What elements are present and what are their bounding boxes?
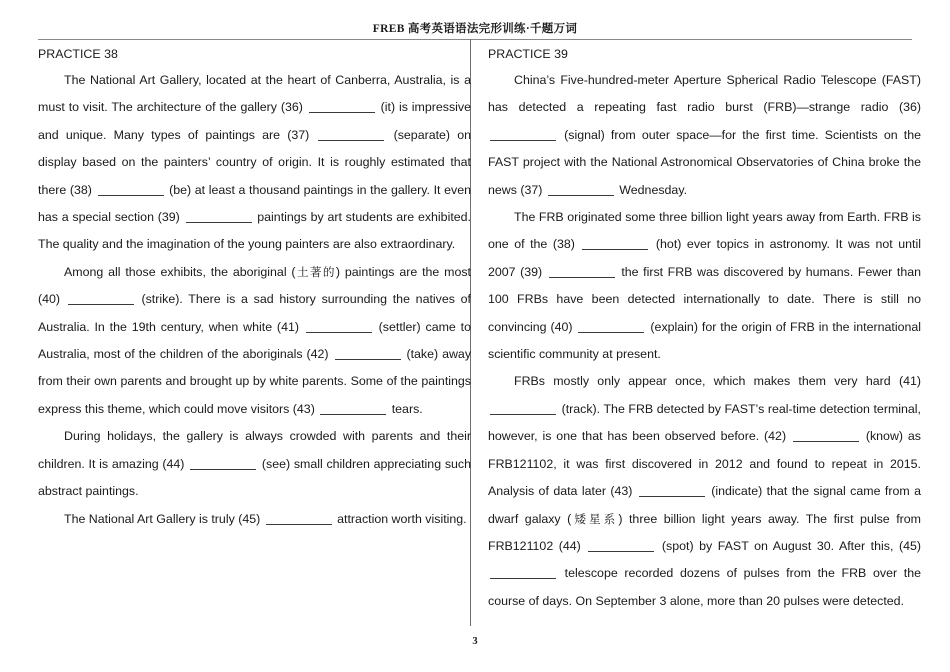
paragraph: The FRB originated some three billion light years away from Earth. FRB is one of the (38) (hot) ever topics in astronomy. It was not until 2007 (39) the first FRB was discovered by humans. Fewer than 100 FRBs have been detected internationally to date. There is still no convincing (40) (explain) for the origin of FRB in the international scientific community at present.: [488, 210, 922, 362]
paragraph: During holidays, the gallery is always crowded with parents and their children. It is amazing (44) (see) small children appreciating such abstract paintings.: [38, 429, 471, 499]
paragraph: The National Art Gallery, located at the heart of Canberra, Australia, is a must to visit. The architecture of the gallery (36) (it) is impressive and unique. Many types of paintings are (37) (separate) on display based on the painters’ country of origin. It is roughly estimated that there (38) (be) at least a thousand paintings in the gallery. It even has a special section (39) paintings by art students are exhibited. The quality and the imagination of the young painters are also extraordinary.: [38, 73, 472, 252]
answer-blank-43[interactable]: [639, 496, 705, 497]
paragraph: China’s Five-hundred-meter Aperture Spherical Radio Telescope (FAST) has detected a repeating fast radio burst (FRB)—strange radio (36) (signal) from outer space—for the first time. Scientists on the FAST project with the National Astronomical Observatories of China broke the news (37) Wednesday.: [488, 73, 921, 197]
answer-blank-36[interactable]: [490, 140, 556, 141]
running-header-title: FREB 高考英语语法完形训练·千题万词: [372, 23, 578, 35]
practice-title-right: PRACTICE 39: [488, 47, 568, 61]
left-column: [38, 44, 471, 533]
answer-blank-43[interactable]: [320, 414, 386, 415]
paragraph: The National Art Gallery is truly (45) attraction worth visiting.: [64, 511, 467, 526]
right-column: [488, 44, 921, 615]
page-number: 3: [472, 636, 478, 647]
answer-blank-39[interactable]: [549, 277, 615, 278]
answer-blank-40[interactable]: [578, 332, 644, 333]
answer-blank-38[interactable]: [582, 249, 648, 250]
left-column-paragraphs: [38, 67, 471, 533]
practice-title-left: PRACTICE 38: [38, 47, 118, 61]
answer-blank-39[interactable]: [186, 222, 252, 223]
answer-blank-44[interactable]: [588, 551, 654, 552]
answer-blank-40[interactable]: [68, 304, 134, 305]
answer-blank-45[interactable]: [490, 578, 556, 579]
answer-blank-44[interactable]: [190, 469, 256, 470]
answer-blank-42[interactable]: [793, 441, 859, 442]
right-column-paragraphs: [488, 67, 921, 615]
answer-blank-45[interactable]: [266, 524, 332, 525]
answer-blank-36[interactable]: [309, 112, 375, 113]
paragraph: Among all those exhibits, the aboriginal (土著的) paintings are the most (40) (strike). There is a sad history surrounding the natives of Australia. In the 19th century, when white (41) (settler) came to Australia, most of the children of the aboriginals (42) (take) away from their own parents and brought up by white parents. Some of the paintings express this theme, which could move visitors (43) tears.: [38, 264, 472, 416]
answer-blank-37[interactable]: [548, 195, 614, 196]
answer-blank-41[interactable]: [306, 332, 372, 333]
header-rule: [38, 39, 912, 40]
answer-blank-37[interactable]: [318, 140, 384, 141]
answer-blank-41[interactable]: [490, 414, 556, 415]
paragraph: FRBs mostly only appear once, which makes them very hard (41) (track). The FRB detected by FAST’s real-time detection terminal, however, is one that has been observed before. (42) (know) as FRB121102, it was first discovered in 2012 and found to repeat in 2015. Analysis of data later (43) (indicate) that the signal came from a dwarf galaxy (矮星系) three billion light years away. The first pulse from FRB121102 (44) (spot) by FAST on August 30. After this, (45) telescope recorded dozens of pulses from the FRB over the course of days. On September 3 alone, more than 20 pulses were detected.: [488, 374, 921, 608]
answer-blank-38[interactable]: [98, 195, 164, 196]
chinese-gloss: 矮星系: [571, 511, 619, 526]
chinese-gloss: 土著的: [295, 264, 336, 279]
answer-blank-42[interactable]: [335, 359, 401, 360]
